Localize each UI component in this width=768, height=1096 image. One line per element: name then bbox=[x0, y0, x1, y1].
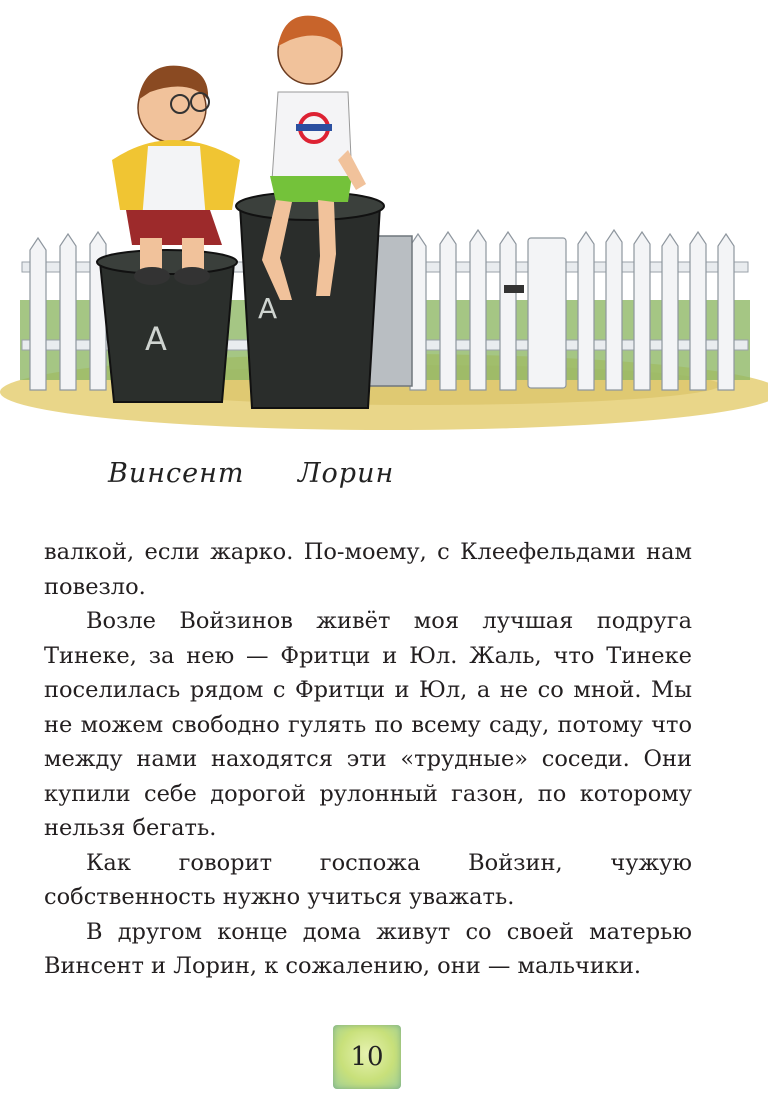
trash-bin-right bbox=[236, 192, 384, 408]
caption-lorin: Лорин bbox=[298, 458, 395, 489]
page-number: 10 bbox=[350, 1042, 384, 1072]
page-number-badge bbox=[333, 1025, 401, 1089]
paragraph: Как говорит госпожа Войзин, чужую собственность нужно учиться уважать. bbox=[44, 849, 692, 910]
paragraph: валкой, если жарко. По-моему, с Клеефельдами нам повезло. bbox=[44, 539, 692, 600]
svg-text:A: A bbox=[145, 320, 167, 358]
paragraph: В другом конце дома живут со своей матерью Винсент и Лорин, к сожалению, они — мальчики. bbox=[44, 918, 692, 979]
illustration-boys-on-bins bbox=[0, 0, 768, 440]
caption-vincent: Винсент bbox=[108, 458, 245, 489]
svg-text:A: A bbox=[258, 292, 278, 325]
paragraph: Возле Войзинов живёт моя лучшая подруга Тинеке, за нею — Фритци и Юл. Жаль, что Тинеке поселилась рядом с Фритци и Юл, а не со мной. Мы не можем свободно гулять по всему саду, потому что между нами находятся эти «трудные» соседи. Они купили себе дорогой рулонный газон, по которому нельзя бегать. bbox=[44, 608, 692, 841]
body-text bbox=[44, 535, 692, 984]
